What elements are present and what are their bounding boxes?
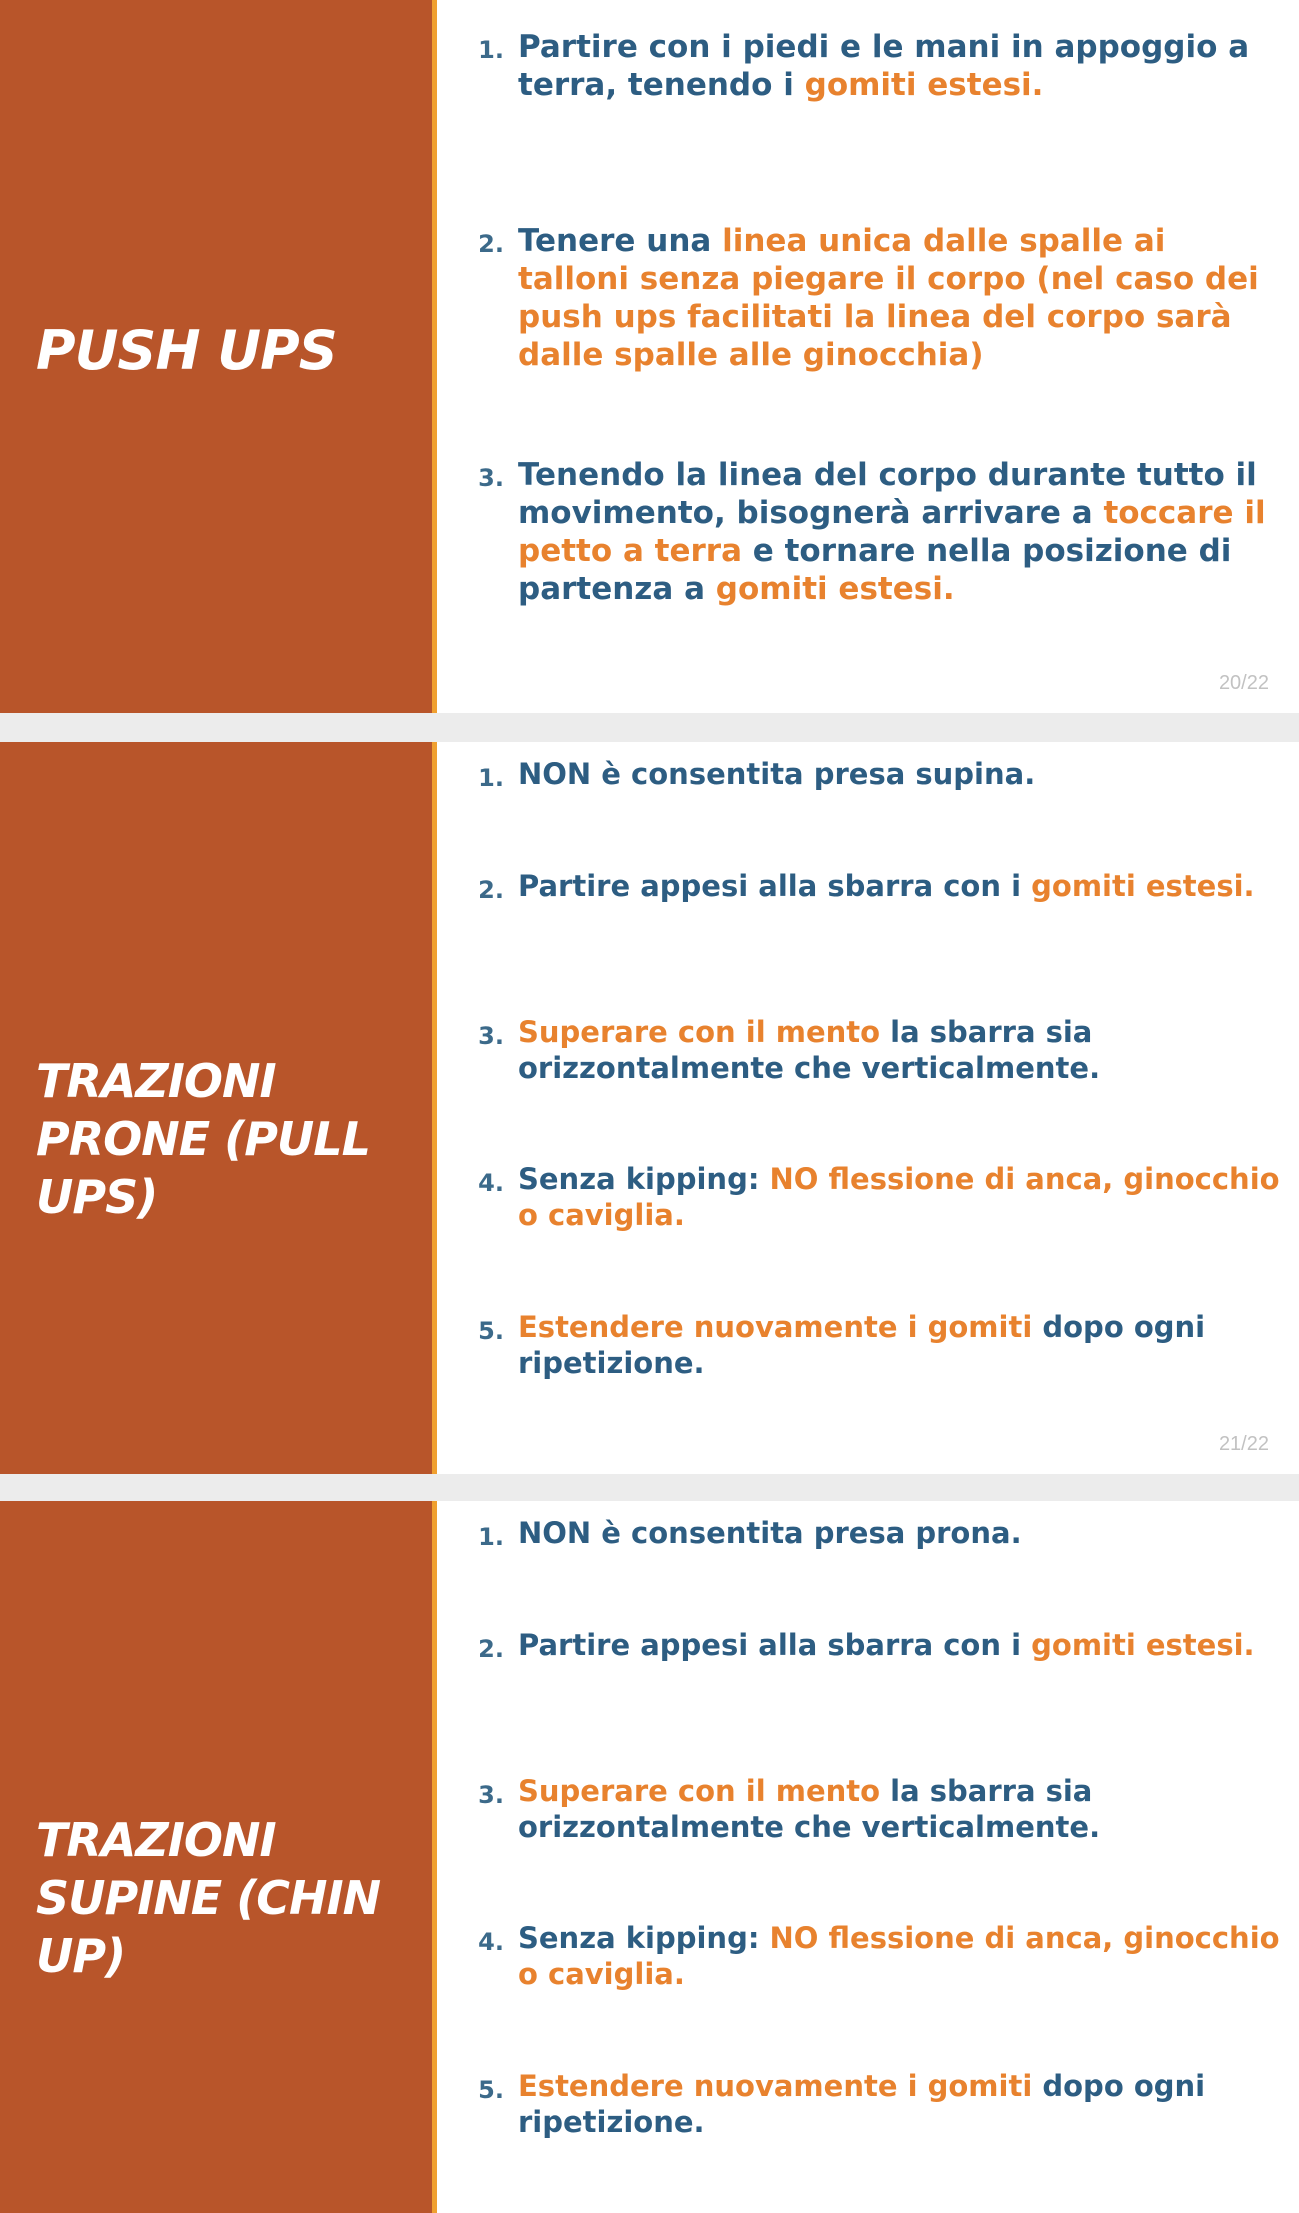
page-number: 20/22 <box>1218 672 1269 694</box>
highlighted-text: gomiti estesi. <box>1031 1628 1255 1662</box>
text-segment: Partire appesi alla sbarra con i <box>518 869 1032 903</box>
item-number: 3. <box>478 1781 504 1809</box>
item-number: 1. <box>478 36 504 64</box>
page-number: 21/22 <box>1218 1433 1269 1455</box>
slide-chin-up <box>0 1501 1299 2213</box>
text-segment: Partire con i piedi e le mani in appoggio a terra, tenendo i <box>518 29 1250 103</box>
item-text <box>518 1920 1282 1992</box>
item-number: 4. <box>478 1928 504 1956</box>
item-number: 1. <box>478 1523 504 1551</box>
text-segment: la sbarra sia orizzontalmente che verticalmente. <box>518 1015 1101 1085</box>
slide-title: TRAZIONI SUPINE (CHIN UP) <box>36 1813 381 1983</box>
text-segment: e tornare nella posizione di partenza a <box>518 533 1232 607</box>
text-segment: NON è consentita presa supina. <box>518 757 1036 791</box>
highlighted-text: NO flessione di anca, ginocchio o caviglia. <box>518 1162 1280 1232</box>
list-item <box>462 1309 1282 1381</box>
item-text <box>518 456 1282 608</box>
highlighted-text: toccare il petto a terra <box>518 495 1266 569</box>
item-number: 2. <box>478 230 504 258</box>
list-item <box>462 868 1282 909</box>
item-number: 2. <box>478 1635 504 1663</box>
text-segment: Partire appesi alla sbarra con i <box>518 1628 1032 1662</box>
slide-pull-ups <box>0 742 1299 1474</box>
text-segment: Tenendo la linea del corpo durante tutto il movimento, bisognerà arrivare a <box>518 457 1257 531</box>
list-item <box>462 222 1282 374</box>
item-number: 1. <box>478 764 504 792</box>
highlighted-text: gomiti estesi. <box>804 67 1044 103</box>
item-text <box>518 222 1282 374</box>
accent-stripe <box>432 742 437 1474</box>
item-number: 3. <box>478 464 504 492</box>
item-text <box>518 2068 1282 2140</box>
item-number: 5. <box>478 1317 504 1345</box>
list-item <box>462 456 1282 608</box>
text-segment: Senza kipping: <box>518 1921 770 1955</box>
list-item <box>462 756 1282 797</box>
text-segment: la sbarra sia orizzontalmente che verticalmente. <box>518 1774 1101 1844</box>
slide-push-ups <box>0 0 1299 713</box>
list-item <box>462 1161 1282 1233</box>
highlighted-text: Superare con il mento <box>518 1015 881 1049</box>
item-text <box>518 868 1282 909</box>
item-number: 2. <box>478 876 504 904</box>
item-text <box>518 1014 1282 1086</box>
list-item <box>462 1627 1282 1668</box>
text-segment: Tenere una <box>518 223 723 259</box>
text-segment: NON è consentita presa prona. <box>518 1516 1022 1550</box>
list-item <box>462 1920 1282 1992</box>
highlighted-text: Superare con il mento <box>518 1774 881 1808</box>
slide-title: PUSH UPS <box>36 319 337 382</box>
highlighted-text: linea unica dalle spalle ai talloni senza piegare il corpo (nel caso dei push ups facilitati la linea del corpo sarà dalle spalle alle ginocchia) <box>518 223 1259 373</box>
highlighted-text: gomiti estesi. <box>715 571 955 607</box>
slide-title: TRAZIONI PRONE (PULL UPS) <box>36 1054 370 1224</box>
highlighted-text: Estendere nuovamente i gomiti <box>518 2069 1033 2103</box>
item-number: 3. <box>478 1022 504 1050</box>
text-segment: dopo ogni ripetizione. <box>518 2069 1206 2139</box>
item-text <box>518 1515 1282 1556</box>
item-number: 5. <box>478 2076 504 2104</box>
item-number: 4. <box>478 1169 504 1197</box>
accent-stripe <box>432 1501 437 2213</box>
text-segment: Senza kipping: <box>518 1162 770 1196</box>
text-segment: dopo ogni ripetizione. <box>518 1310 1206 1380</box>
accent-stripe <box>432 0 437 713</box>
item-text <box>518 1309 1282 1381</box>
list-item <box>462 2068 1282 2140</box>
list-item <box>462 1773 1282 1845</box>
item-text <box>518 1627 1282 1668</box>
list-item <box>462 1515 1282 1556</box>
highlighted-text: gomiti estesi. <box>1031 869 1255 903</box>
list-item <box>462 28 1282 104</box>
item-text <box>518 1773 1282 1845</box>
list-item <box>462 1014 1282 1086</box>
item-text <box>518 1161 1282 1233</box>
item-text <box>518 756 1282 797</box>
highlighted-text: Estendere nuovamente i gomiti <box>518 1310 1033 1344</box>
highlighted-text: NO flessione di anca, ginocchio o caviglia. <box>518 1921 1280 1991</box>
item-text <box>518 28 1282 104</box>
